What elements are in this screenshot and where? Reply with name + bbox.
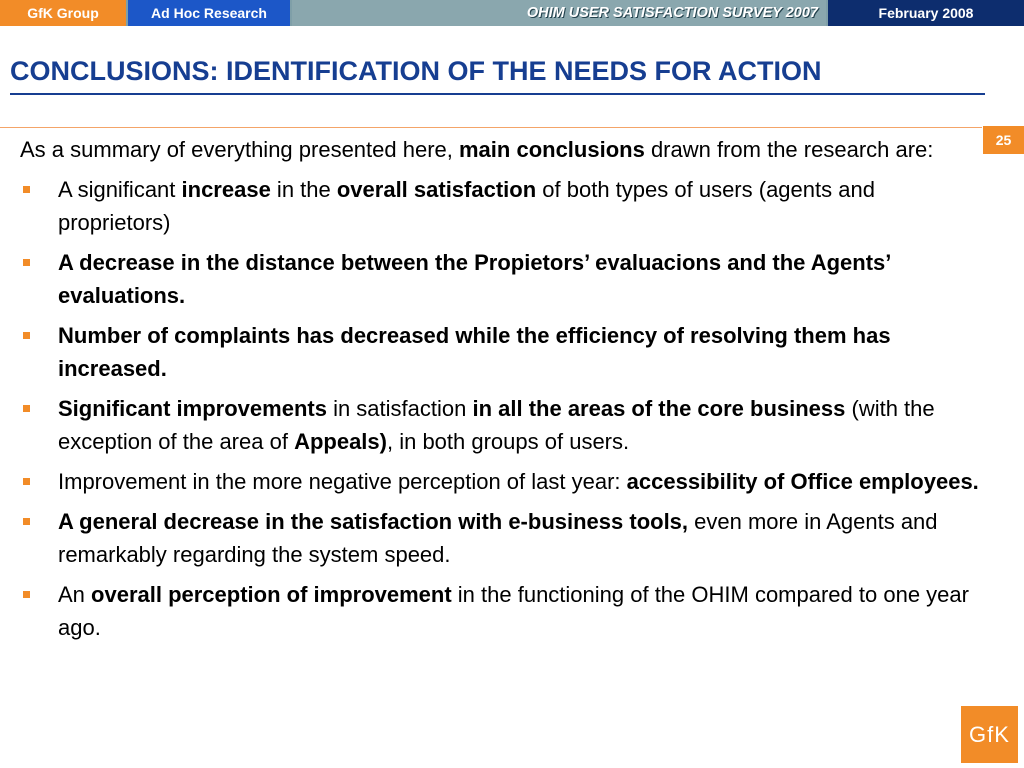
slide-title: CONCLUSIONS: IDENTIFICATION OF THE NEEDS FOR ACTION bbox=[10, 56, 822, 86]
list-item bbox=[20, 173, 990, 239]
square-bullet-icon bbox=[23, 186, 30, 193]
bullet-text: Improvement in the more negative perception of last year: bbox=[58, 469, 627, 494]
bullet-emphasis: A decrease in the distance between the Propietors’ evaluacions and the Agents’ evaluations. bbox=[58, 250, 891, 308]
title-underline bbox=[10, 93, 985, 95]
bullet-emphasis: in all the areas of the core business bbox=[472, 396, 846, 421]
conclusions-list bbox=[20, 173, 990, 644]
bullet-emphasis: Appeals) bbox=[294, 429, 387, 454]
bullet-text: (with the exception of the area of bbox=[58, 396, 935, 454]
slide-body bbox=[20, 133, 990, 651]
list-item bbox=[20, 465, 990, 498]
bullet-emphasis: increase bbox=[181, 177, 271, 202]
page-number-badge: 25 bbox=[983, 126, 1024, 154]
list-item bbox=[20, 246, 990, 312]
list-item bbox=[20, 319, 990, 385]
bullet-emphasis: Number of complaints has decreased while the efficiency of resolving them has increased. bbox=[58, 323, 891, 381]
list-item bbox=[20, 578, 990, 644]
intro-emphasis: main conclusions bbox=[459, 137, 645, 162]
bullet-text: An bbox=[58, 582, 92, 607]
list-item bbox=[20, 505, 990, 571]
gfk-logo: GfK bbox=[961, 706, 1018, 763]
header-tab-gfk-group: GfK Group bbox=[0, 0, 126, 26]
intro-text-end: drawn from the research are: bbox=[644, 137, 934, 162]
square-bullet-icon bbox=[23, 478, 30, 485]
bullet-text: A significant bbox=[58, 177, 182, 202]
square-bullet-icon bbox=[23, 332, 30, 339]
divider-rule bbox=[0, 127, 982, 128]
bullet-text: in the functioning of the OHIM compared to one year ago. bbox=[58, 582, 969, 640]
list-item bbox=[20, 392, 990, 458]
bullet-emphasis: A general decrease in the satisfaction with e-business tools, bbox=[58, 509, 689, 534]
bullet-text: of both types of users (agents and proprietors) bbox=[58, 177, 875, 235]
header-tab-ad-hoc-research: Ad Hoc Research bbox=[128, 0, 290, 26]
top-header-bar bbox=[0, 0, 1024, 26]
bullet-text: even more in Agents and remarkably regarding the system speed. bbox=[58, 509, 938, 567]
bullet-emphasis: Significant improvements bbox=[58, 396, 327, 421]
bullet-text: in the bbox=[270, 177, 337, 202]
square-bullet-icon bbox=[23, 259, 30, 266]
bullet-text: , in both groups of users. bbox=[386, 429, 630, 454]
bullet-emphasis: overall satisfaction bbox=[336, 177, 537, 202]
intro-paragraph bbox=[20, 133, 990, 166]
header-date: February 2008 bbox=[828, 0, 1024, 26]
header-survey-title: OHIM USER SATISFACTION SURVEY 2007 bbox=[292, 0, 826, 26]
bullet-emphasis: accessibility of Office employees. bbox=[626, 469, 979, 494]
intro-text: As a summary of everything presented here, bbox=[20, 137, 459, 162]
bullet-emphasis: overall perception of improvement bbox=[91, 582, 452, 607]
bullet-text: in satisfaction bbox=[326, 396, 473, 421]
square-bullet-icon bbox=[23, 518, 30, 525]
square-bullet-icon bbox=[23, 591, 30, 598]
square-bullet-icon bbox=[23, 405, 30, 412]
